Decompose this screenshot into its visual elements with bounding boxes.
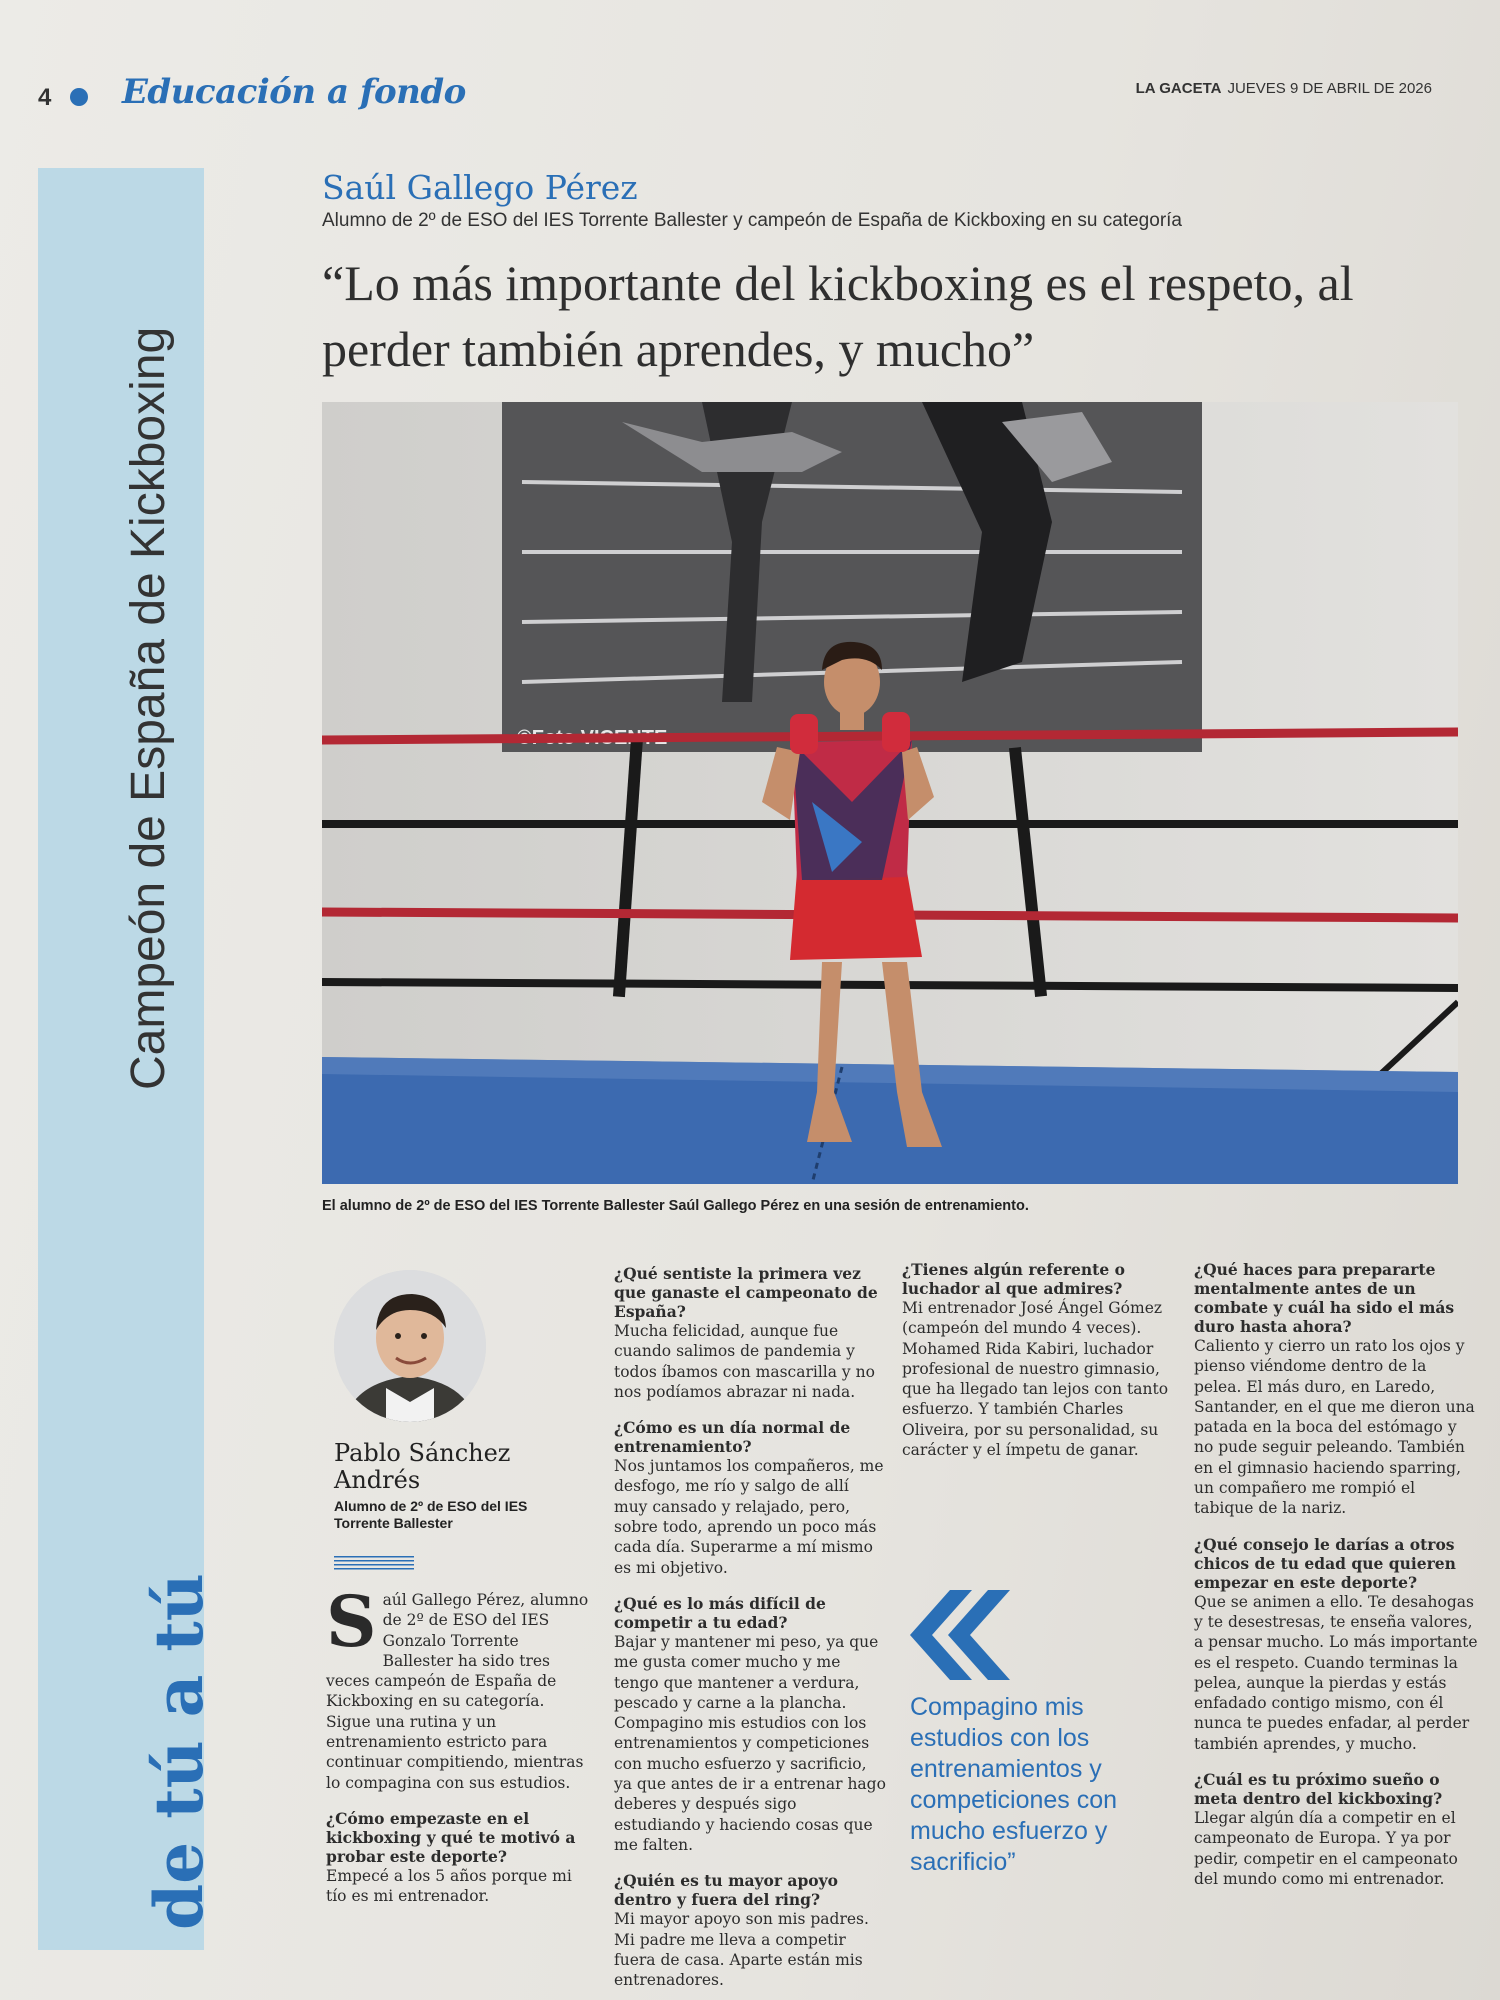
question-5: ¿Quién es tu mayor apoyo dentro y fuera del ring? xyxy=(614,1871,838,1910)
question-8: ¿Qué consejo le darías a otros chicos de tu edad que quieren empezar en este deporte? xyxy=(1194,1534,1456,1592)
masthead-info xyxy=(1136,80,1432,97)
page-number: 4 xyxy=(38,84,52,111)
column-3 xyxy=(902,1260,1174,1476)
answer-9: Llegar algún día a competir en el campeonato de Europa. Y ya por pedir, competir en el campeonato del mundo como mi entrenador. xyxy=(1194,1809,1458,1888)
author-avatar xyxy=(334,1270,486,1422)
question-9: ¿Cuál es tu próximo sueño o meta dentro del kickboxing? xyxy=(1194,1770,1443,1809)
article-headline: “Lo más importante del kickboxing es el respeto, al perder también aprendes, y mucho” xyxy=(322,255,1354,377)
training-photo xyxy=(322,402,1458,1184)
question-4: ¿Qué es lo más difícil de competir a tu edad? xyxy=(614,1593,826,1632)
pull-quote: Compagino mis estudios con los entrenamientos y competiciones con mucho esfuerzo y sacrificio” xyxy=(910,1693,1118,1876)
newspaper-name: LA GACETA xyxy=(1135,80,1222,97)
answer-1: Empecé a los 5 años porque mi tío es mi entrenador. xyxy=(326,1866,572,1906)
photo-caption: El alumno de 2º de ESO del IES Torrente Ballester Saúl Gallego Pérez en una sesión de entrenamiento. xyxy=(322,1198,1029,1214)
answer-7: Caliento y cierro un rato los ojos y pienso viéndome dentro de la pelea. El más duro, en Laredo, Santander, en el que me dieron una patada en la boca del estómago y no pude seguir peleando. También en el gimnasio haciendo sparring, un compañero me rompió el tabique de la nariz. xyxy=(1194,1337,1475,1518)
column-1 xyxy=(326,1580,592,1923)
band-label-section: de tú a tú xyxy=(140,1573,218,1930)
bullet-dot-icon xyxy=(70,88,88,106)
quote-chevron-icon xyxy=(910,1590,1010,1680)
question-1: ¿Cómo empezaste en el kickboxing y qué te motivó a probar este deporte? xyxy=(326,1808,576,1866)
issue-date: JUEVES 9 DE ABRIL DE 2026 xyxy=(1227,80,1432,97)
band-label-champion: Campeón de España de Kickboxing xyxy=(122,326,175,1090)
intro-paragraph: aúl Gallego Pérez, alumno de 2º de ESO del IES Gonzalo Torrente Ballester ha sido tres veces campeón de España de Kickboxing en su categoría. Sigue una rutina y un entrenamiento estricto para continuar compitiendo, mientras lo compagina con sus estudios. xyxy=(326,1591,589,1792)
question-6: ¿Tienes algún referente o luchador al que admires? xyxy=(902,1260,1125,1298)
divider-lines-icon xyxy=(334,1556,414,1570)
question-2: ¿Qué sentiste la primera vez que ganaste el campeonato de España? xyxy=(614,1264,878,1321)
column-4 xyxy=(1194,1260,1478,1905)
question-7: ¿Qué haces para prepararte mentalmente antes de un combate y cuál ha sido el más duro hasta ahora? xyxy=(1194,1260,1455,1336)
author-name: Pablo Sánchez Andrés xyxy=(334,1439,511,1494)
answer-8: Que se animen a ello. Te desahogas y te desestresas, te enseña valores, a pensar mucho. Lo más importante es el respeto. Cuando terminas la pelea, aunque la pierdas y estás enfadado contigo mismo, con él nunca te puedes enfadar, al perder también aprendes, y mucho. xyxy=(1194,1592,1478,1753)
column-2 xyxy=(614,1264,886,2000)
answer-6: Mi entrenador José Ángel Gómez (campeón del mundo 4 veces). Mohamed Rida Kabiri, luchador profesional de nuestro gimnasio, que ha llegado tan lejos con tanto esfuerzo. Y también Charles Oliveira, por su personalidad, su carácter y el ímpetu de ganar. xyxy=(902,1299,1169,1460)
section-title: Educación a fondo xyxy=(122,72,466,112)
answer-4: Bajar y mantener mi peso, ya que me gusta comer mucho y me tengo que mantener a verdura, pescado y carne a la plancha. Compagino mis estudios con los entrenamientos y competiciones con mucho esfuerzo y sacrificio, ya que antes de ir a entrenar hago deberes y después sigo estudiando y haciendo cosas que me falten. xyxy=(614,1632,886,1854)
article-subhead: Alumno de 2º de ESO del IES Torrente Ballester y campeón de España de Kickboxing en su categoría xyxy=(322,210,1182,231)
answer-2: Mucha felicidad, aunque fue cuando salimos de pandemia y todos íbamos con mascarilla y no nos podíamos abrazar ni nada. xyxy=(614,1322,875,1401)
question-3: ¿Cómo es un día normal de entrenamiento? xyxy=(614,1418,851,1457)
drop-cap: S xyxy=(326,1580,377,1663)
interviewee-name: Saúl Gallego Pérez xyxy=(322,168,638,207)
author-role: Alumno de 2º de ESO del IES Torrente Ballester xyxy=(334,1498,528,1531)
answer-5: Mi mayor apoyo son mis padres. Mi padre me lleva a competir fuera de casa. Aparte están mis entrenadores. xyxy=(614,1910,869,1990)
answer-3: Nos juntamos los compañeros, me desfogo, me río y salgo de allí muy cansado y relajado, pero, sobre todo, aprendo un poco más cada día. Superarme a mí mismo es mi objetivo. xyxy=(614,1457,884,1577)
